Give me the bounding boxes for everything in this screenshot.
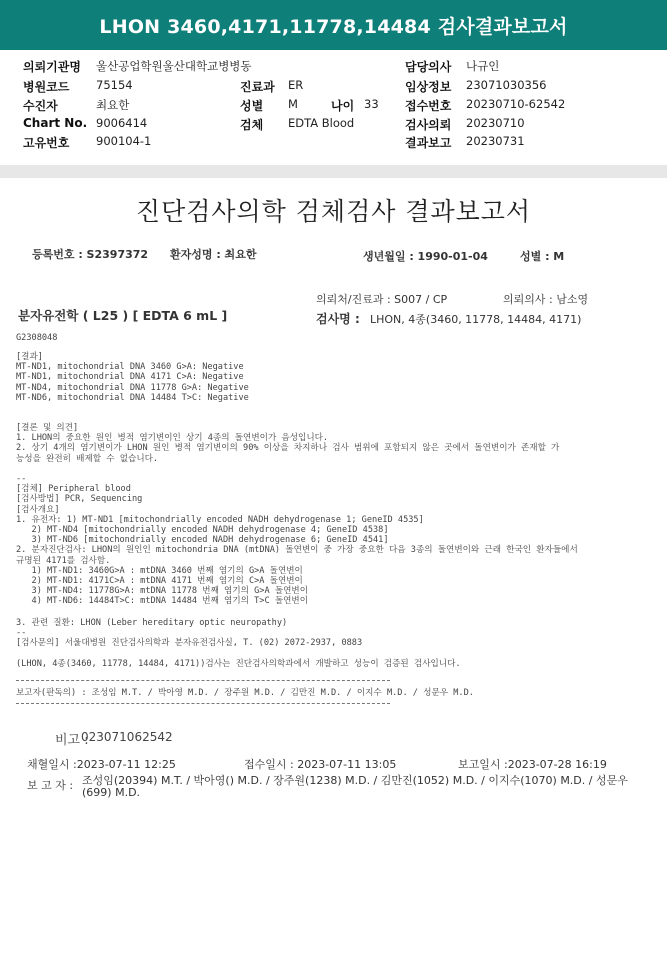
- info-value-accession: 20230710-62542: [466, 97, 566, 111]
- requesting-doctor: 의뢰의사 : 남소영: [503, 293, 589, 306]
- info-label-unique-id: 고유번호: [23, 136, 70, 150]
- patient-info-panel: [0, 50, 667, 165]
- report-header: [0, 0, 667, 50]
- info-label-age: 나이: [331, 99, 355, 113]
- remark-value: 023071062542: [81, 730, 173, 744]
- info-value-hospital-code: 75154: [96, 78, 133, 92]
- info-label-chart: Chart No.: [23, 116, 88, 130]
- test-name-value: LHON, 4종(3460, 11778, 14484, 4171): [370, 313, 582, 326]
- divider-top: [16, 680, 390, 681]
- info-value-sex: M: [288, 97, 298, 111]
- document-title: 진단검사의학 검체검사 결과보고서: [135, 197, 532, 226]
- info-label-hospital-code: 병원코드: [23, 80, 70, 94]
- info-value-age: 33: [364, 97, 379, 111]
- info-value-chart: 9006414: [96, 116, 148, 130]
- info-label-accession: 접수번호: [405, 99, 452, 113]
- info-value-report-date: 20230731: [466, 134, 525, 148]
- info-label-request-date: 검사의뢰: [405, 118, 452, 132]
- separator-band: [0, 165, 667, 178]
- validation-note: (LHON, 4종(3460, 11778, 14484, 4171))검사는 진단검사의학과에서 개발하고 성능이 검증된 검사입니다.: [16, 659, 461, 669]
- method-block: -- [검체] Peripheral blood [검사방법] PCR, Sequencing [검사개요] 1. 유전자: 1) MT-ND1 [mitochondrially encoded NADH dehydrogenase 1; GeneID 4535] 2) MT-ND4 [mitochondrially encoded NADH dehydrogenase 4; GeneID 4538] 3) MT-ND6 [mitochondrially encoded NADH dehydrogenase 6; GeneID 4541] 2. 분자진단검사: LHON의 원인인 mitochondria DNA (mtDNA) 돌연변이 중 가장 중요한 다음 3종의 돌연변이와 근래 한국인 환자들에서 규명된 4171를 검사함. 1) MT-ND1: 3460G>A : mtDNA 3460 번째 염기의 G>A 돌연변이 2) MT-ND1: 4171C>A : mtDNA 4171 번째 염기의 C>A 돌연변이 3) MT-ND4: 11778G>A: mtDNA 11778 번째 염기의 G>A 돌연변이 4) MT-ND6: 14484T>C: mtDNA 14484 번째 염기의 T>C 돌연변이: [16, 474, 578, 607]
- requesting-department: 의뢰처/진료과 : S007 / CP: [316, 293, 448, 306]
- disease-block: 3. 관련 질환: LHON (Leber hereditary optic neuropathy) -- [검사문의] 서울대병원 진단검사의학과 분자유전검사실, T. (02) 2072-2937, 0883: [16, 618, 363, 649]
- test-section: 분자유전학 ( L25 ) [ EDTA 6 mL ]: [18, 308, 228, 323]
- info-label-department: 진료과: [240, 80, 275, 94]
- info-value-patient: 최요한: [96, 98, 130, 112]
- reporter-value: 조성임(20394) M.T. / 박아영() M.D. / 장주원(1238) M.D. / 김만진(1052) M.D. / 이지수(1070) M.D. / 성문우 (699) M.D.: [82, 774, 628, 799]
- birth-date: 생년월일 : 1990-01-04: [363, 250, 488, 263]
- info-value-specimen: EDTA Blood: [288, 116, 355, 130]
- info-label-report-date: 결과보고: [405, 136, 452, 150]
- test-name-label: 검사명 :: [316, 312, 360, 326]
- conclusion-block: [결론 및 의견] 1. LHON의 중요한 원인 병적 염기변이인 상기 4종의 돌연변이가 음성입니다. 2. 상기 4개의 염기변이가 LHON 원인 병적 염기변이의 90% 이상을 차지하나 검사 범위에 포함되지 않은 곳에서 돌연변이가 존재할 가 능성을 완전히 배제할 수 없습니다.: [16, 423, 560, 464]
- info-label-clinical: 임상정보: [405, 80, 452, 94]
- collected-datetime: 채혈일시 :2023-07-11 12:25: [27, 758, 176, 771]
- info-value-request-date: 20230710: [466, 116, 525, 130]
- reported-datetime: 보고일시 :2023-07-28 16:19: [458, 758, 607, 771]
- report-header-title: LHON 3460,4171,11778,14484 검사결과보고서: [99, 16, 568, 38]
- divider-bottom: [16, 703, 390, 704]
- reporter-line: 보고자(판독의) : 조성임 M.T. / 박아영 M.D. / 장주원 M.D. / 김만진 M.D. / 이지수 M.D. / 성문우 M.D.: [16, 688, 474, 698]
- info-label-institution: 의뢰기관명: [23, 60, 81, 74]
- patient-name: 환자성명 : 최요한: [170, 248, 257, 261]
- info-label-specimen: 검체: [240, 118, 264, 132]
- remark-label: 비고 :: [55, 733, 89, 748]
- specimen-id: G2308048: [16, 333, 58, 343]
- received-datetime: 접수일시 : 2023-07-11 13:05: [244, 758, 397, 771]
- info-value-clinical: 23071030356: [466, 78, 547, 92]
- info-value-department: ER: [288, 78, 304, 92]
- reporter-label: 보 고 자 :: [27, 779, 74, 792]
- info-label-doctor: 담당의사: [405, 60, 452, 74]
- results-block: [결과] MT-ND1, mitochondrial DNA 3460 G>A: Negative MT-ND1, mitochondrial DNA 4171 C>A: Negative MT-ND4, mitochondrial DNA 11778 G>A: Negative MT-ND6, mitochondrial DNA 14484 T>C: Negative: [16, 352, 249, 403]
- info-value-unique-id: 900104-1: [96, 134, 152, 148]
- patient-sex: 성별 : M: [520, 250, 565, 263]
- info-value-doctor: 나규인: [466, 59, 500, 73]
- info-value-institution: 울산공업학원울산대학교병병동: [96, 59, 252, 73]
- info-label-patient: 수진자: [23, 99, 58, 113]
- registration-number: 등록번호 : S2397372: [32, 248, 149, 261]
- info-label-sex: 성별: [240, 99, 264, 113]
